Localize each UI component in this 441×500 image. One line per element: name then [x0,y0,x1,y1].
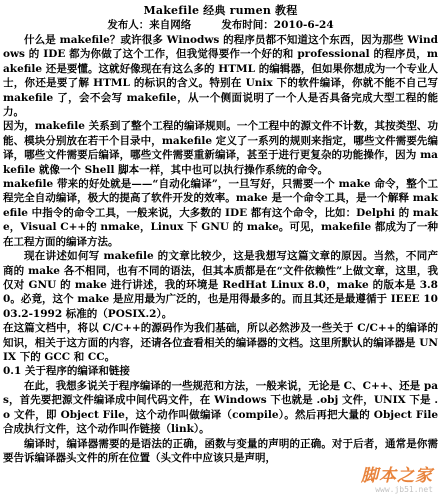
watermark-logo-text: 脚本之家 [361,466,433,486]
paragraph-compile-link: 在此，我想多说关于程序编译的一些规范和方法，一般来说，无论是 C、C++、还是 pas，首先要把源文件编译成中间代码文件，在 Windows 下也就是 .obj 文件，UNIX 下是 .o 文件，即 Object File，这个动作叫做编译（compile）。然后再把大量的 Object File 合成执行文件，这个动作叫作链接（link）。 [3,379,438,436]
paragraph-auto-compile: makefile 带来的好处就是——“自动化编译”，一旦写好，只需要一个 make 命令，整个工程完全自动编译，极大的提高了软件开发的效率。make 是一个命令工具，是一个解释 makefile 中指令的命令工具，一般来说，大多数的 IDE 都有这个命令，比如：Delphi 的 make，Visual C++的 nmake，Linux 下 GNU 的 make。可见，makefile 都成为了一种在工程方面的编译方法。 [3,178,438,248]
paragraph-compile-rules: 因为，makefile 关系到了整个工程的编译规则。一个工程中的源文件不计数，其按类型、功能、模块分别放在若干个目录中，makefile 定义了一系列的规则来指定，哪些文件需要先编译，哪些文件需要后编译，哪些文件需要重新编译，甚至于进行更复杂的功能操作，因为 makefile 就像一个 Shell 脚本一样，其中也可以执行操作系统的命令。 [3,120,438,176]
document-title: Makefile 经典 rumen 教程 [143,4,298,17]
publish-time-text: 发布时间：2010-6-24 [221,19,334,31]
paragraph-why-write: 现在讲述如何写 makefile 的文章比较少，这是我想写这篇文章的原因。当然，不同产商的 make 各不相同，也有不同的语法，但其本质都是在“文件依赖性”上做文章，这里，我仅对 GNU 的 make 进行讲述，我的环境是 RedHat Linux 8.0，make 的版本是 3.80。必竟，这个 make 是应用最为广泛的，也是用得最多的。而且其还是最遵循于 IEEE 1003.2-1992 标准的（POSIX.2）。 [3,250,438,320]
document-meta [3,18,438,32]
watermark-url-text: www.jb51.net [375,485,433,494]
paragraph-cpp-basis: 在这篇文档中，将以 C/C++的源码作为我们基础，所以必然涉及一些关于 C/C++的编译的知识，相关于这方面的内容，还请各位查看相关的编译器的文档。这里所默认的编译器是 UNIX 下的 GCC 和 CC。 [3,322,438,363]
paragraph-compile-syntax: 编译时，编译器需要的是语法的正确，函数与变量的声明的正确。对于后者，通常是你需要告诉编译器头文件的所在位置（头文件中应该只是声明， [3,437,438,464]
site-watermark [361,468,433,494]
paragraph-intro: 什么是 makefile？或许很多 Winodws 的程序员都不知道这个东西，因为那些 Windows 的 IDE 都为你做了这个工作，但我觉得要作一个好的和 professional 的程序员，makefile 还是要懂。这就好像现在有这么多的 HTML 的编辑器，但如果你想成为一个专业人士，你还是要了解 HTML 的标识的含义。特别在 Unix 下的软件编译，你就不能不自己写 makefile 了，会不会写 makefile，从一个侧面说明了一个人是否具备完成大型工程的能力。 [3,34,438,119]
publisher-text: 发布人：来自网络 [107,19,192,31]
section-heading: 0.1 关于程序的编译和链接 [3,365,130,378]
